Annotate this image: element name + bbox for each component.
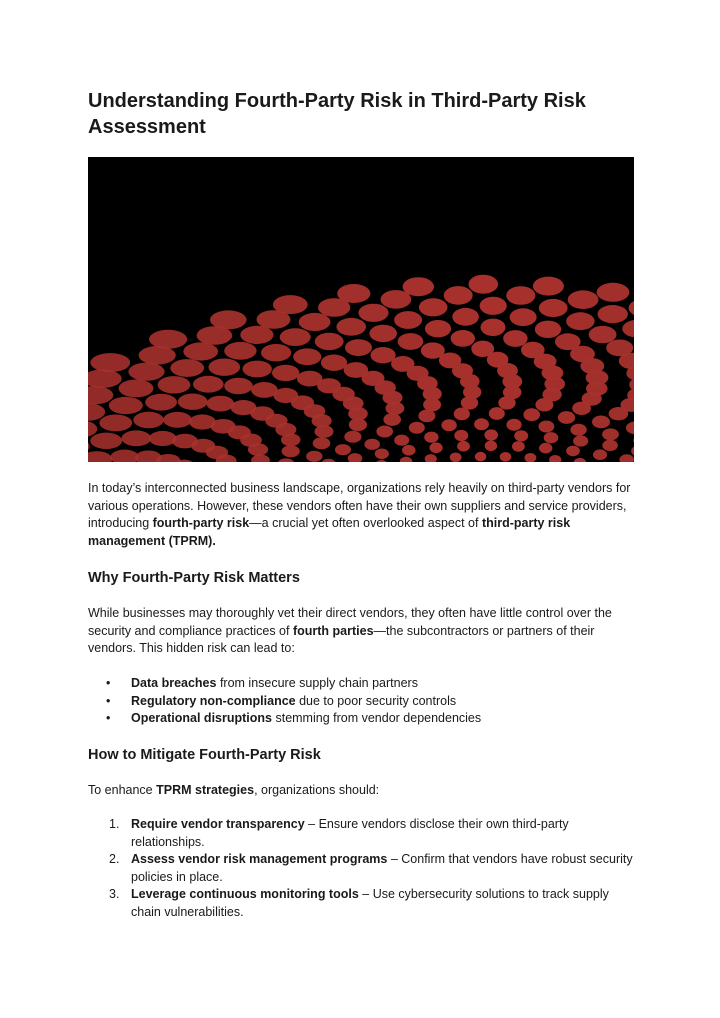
dot-shape bbox=[158, 376, 191, 393]
dot-shape bbox=[321, 355, 347, 371]
dot-shape bbox=[403, 277, 434, 296]
dot-shape bbox=[193, 376, 224, 393]
dot-shape bbox=[119, 380, 154, 398]
dot-shape bbox=[421, 342, 445, 358]
dot-shape bbox=[209, 359, 241, 376]
dot-shape bbox=[261, 344, 291, 361]
dot-shape bbox=[299, 313, 331, 331]
dot-shape bbox=[457, 441, 470, 452]
dot-shape bbox=[293, 348, 321, 365]
mitigate-text-1: To enhance bbox=[88, 783, 157, 797]
dot-shape bbox=[110, 450, 138, 463]
bullet-text: from insecure supply chain partners bbox=[216, 676, 418, 690]
step-bold: Require vendor transparency bbox=[131, 817, 305, 831]
list-item bbox=[88, 816, 636, 851]
list-item bbox=[88, 693, 636, 711]
dot-shape bbox=[500, 452, 512, 462]
dot-shape bbox=[282, 445, 300, 457]
dot-shape bbox=[88, 438, 90, 455]
dot-shape bbox=[570, 424, 586, 436]
mitigate-text-2: , organizations should: bbox=[254, 783, 380, 797]
why-bold-fourth-parties: fourth parties bbox=[292, 623, 374, 638]
dot-shape bbox=[133, 412, 164, 428]
step-bold: Leverage continuous monitoring tools bbox=[131, 887, 359, 901]
dot-shape bbox=[88, 369, 122, 388]
why-text-2: —the subcontractors or partners of their vendors. This hidden risk can lead to: bbox=[88, 623, 595, 655]
bullet-text: stemming from vendor dependencies bbox=[272, 711, 482, 725]
dot-shape bbox=[558, 411, 575, 424]
dot-shape bbox=[555, 333, 581, 350]
dot-shape bbox=[419, 298, 448, 316]
dot-shape bbox=[394, 435, 409, 446]
dot-shape bbox=[278, 458, 295, 462]
dot-shape bbox=[506, 419, 521, 431]
dot-shape bbox=[425, 320, 451, 337]
dot-shape bbox=[348, 453, 363, 462]
dot-shape bbox=[240, 326, 273, 344]
dot-shape bbox=[489, 407, 505, 420]
dot-shape bbox=[539, 421, 555, 433]
dot-shape bbox=[566, 446, 580, 457]
dot-shape bbox=[452, 308, 479, 326]
intro-paragraph bbox=[88, 480, 636, 550]
dot-shape bbox=[170, 359, 204, 377]
dot-shape bbox=[523, 408, 540, 421]
dot-shape bbox=[375, 449, 389, 460]
dot-shape bbox=[90, 433, 122, 449]
dot-shape bbox=[306, 451, 322, 462]
dot-shape bbox=[597, 283, 630, 302]
dot-shape bbox=[88, 451, 112, 462]
dot-shape bbox=[503, 330, 527, 347]
page-title: Understanding Fourth-Party Risk in Third-Party Risk Assessment bbox=[88, 90, 586, 138]
list-item bbox=[88, 886, 636, 921]
dot-shape bbox=[549, 455, 561, 462]
dot-shape bbox=[566, 312, 594, 330]
dot-shape bbox=[593, 449, 607, 460]
dot-shape bbox=[183, 342, 218, 360]
bullet-bold: Data breaches bbox=[131, 676, 217, 690]
bullet-text: due to poor security controls bbox=[295, 693, 457, 708]
dot-shape bbox=[145, 394, 177, 411]
dot-shape bbox=[231, 400, 257, 415]
dot-shape bbox=[90, 353, 130, 372]
mitigate-bold-tprm-strategies: TPRM strategies bbox=[156, 783, 255, 797]
step-text: – Use cybersecurity solutions to track supply chain vulnerabilities. bbox=[131, 887, 609, 919]
dot-shape bbox=[469, 275, 499, 294]
dot-shape bbox=[573, 435, 588, 446]
risk-bullet-list bbox=[88, 675, 636, 728]
dot-shape bbox=[589, 326, 617, 343]
dot-shape bbox=[626, 422, 634, 435]
dot-shape bbox=[533, 277, 564, 296]
dot-shape bbox=[454, 430, 468, 441]
dot-shape bbox=[364, 439, 380, 450]
step-number: 1. bbox=[109, 817, 120, 831]
dot-shape bbox=[450, 453, 462, 463]
list-item bbox=[88, 851, 636, 886]
hero-image bbox=[88, 157, 634, 462]
dot-shape bbox=[606, 340, 633, 357]
dot-shape bbox=[539, 443, 552, 454]
dot-shape bbox=[163, 412, 192, 428]
dot-shape bbox=[525, 453, 537, 462]
intro-text-1: In today’s interconnected business landscape, organizations rely heavily on third-party vendors for various operations. However, these vendors often have their own suppliers and service providers, introducing bbox=[88, 481, 631, 530]
dot-shape bbox=[481, 319, 506, 336]
dot-shape bbox=[514, 430, 528, 441]
dot-shape bbox=[633, 435, 634, 447]
dot-shape bbox=[128, 363, 164, 381]
dot-shape bbox=[313, 437, 331, 449]
dot-shape bbox=[243, 361, 272, 378]
intro-bold-fourth-party-risk: fourth-party risk bbox=[152, 516, 250, 530]
dot-shape bbox=[273, 295, 308, 314]
dot-shape bbox=[602, 428, 619, 440]
step-bold: Assess vendor risk management programs bbox=[131, 852, 388, 866]
dot-shape bbox=[149, 330, 187, 349]
list-item bbox=[88, 675, 636, 693]
dot-shape bbox=[592, 416, 610, 429]
step-number: 2. bbox=[109, 852, 120, 866]
step-number: 3. bbox=[109, 887, 120, 901]
dot-shape bbox=[344, 362, 369, 378]
dot-shape bbox=[424, 432, 438, 443]
dot-shape bbox=[629, 299, 635, 318]
dot-shape bbox=[251, 382, 278, 398]
dot-shape bbox=[474, 418, 489, 430]
dot-shape bbox=[506, 286, 535, 305]
step-text: – Ensure vendors disclose their own third-party relationships. bbox=[131, 817, 569, 849]
dot-shape bbox=[539, 299, 568, 317]
dot-shape bbox=[544, 432, 559, 443]
dot-shape bbox=[224, 342, 256, 360]
dot-shape bbox=[574, 458, 587, 462]
dot-shape bbox=[484, 429, 498, 440]
dot-shape bbox=[409, 422, 425, 434]
dot-shape bbox=[207, 396, 235, 412]
mitigate-paragraph bbox=[88, 782, 636, 800]
dot-shape bbox=[444, 286, 473, 305]
dot-shape bbox=[135, 451, 162, 463]
dot-shape bbox=[337, 284, 370, 303]
dot-shape bbox=[321, 459, 336, 462]
dot-shape bbox=[149, 431, 177, 446]
dot-shape bbox=[602, 440, 618, 451]
dot-shape bbox=[297, 371, 323, 387]
dot-shape bbox=[510, 308, 537, 326]
dot-shape bbox=[122, 430, 152, 446]
dot-shape bbox=[425, 454, 437, 462]
list-item bbox=[88, 710, 636, 728]
dot-shape bbox=[418, 410, 435, 423]
dot-shape bbox=[480, 297, 507, 315]
dot-shape bbox=[376, 426, 393, 438]
dot-shape bbox=[471, 341, 494, 357]
intro-text-2: —a crucial yet often overlooked aspect of bbox=[249, 516, 482, 530]
dot-shape bbox=[224, 378, 253, 394]
dot-shape bbox=[315, 333, 344, 350]
dot-shape bbox=[402, 445, 416, 456]
dot-shape bbox=[535, 321, 561, 338]
dot-shape bbox=[272, 365, 299, 381]
section-heading-why: Why Fourth-Party Risk Matters bbox=[88, 570, 300, 586]
dot-shape bbox=[375, 460, 388, 462]
dot-shape bbox=[619, 454, 634, 462]
dot-shape bbox=[189, 414, 216, 429]
dot-shape bbox=[631, 445, 634, 456]
bullet-bold: Operational disruptions bbox=[131, 711, 272, 725]
dot-shape bbox=[172, 434, 198, 449]
dot-shape bbox=[344, 431, 361, 443]
dot-shape bbox=[109, 397, 143, 414]
dot-shape bbox=[451, 330, 475, 347]
dot-shape bbox=[99, 415, 132, 432]
dot-shape bbox=[358, 304, 388, 322]
dot-shape bbox=[485, 441, 497, 452]
dot-shape bbox=[475, 452, 486, 462]
bullet-bold: Regulatory non-compliance bbox=[131, 693, 296, 708]
dot-shape bbox=[512, 441, 525, 452]
dot-shape bbox=[139, 346, 176, 365]
section-heading-mitigate: How to Mitigate Fourth-Party Risk bbox=[88, 747, 321, 763]
dot-sphere-graphic bbox=[88, 157, 634, 462]
dot-shape bbox=[400, 457, 412, 462]
dot-shape bbox=[598, 305, 628, 323]
dot-shape bbox=[336, 318, 366, 336]
dot-shape bbox=[394, 311, 422, 329]
dot-shape bbox=[345, 339, 372, 356]
dot-shape bbox=[335, 444, 351, 455]
intro-bold-tprm: third-party risk management (TPRM). bbox=[88, 516, 571, 548]
dot-shape bbox=[88, 386, 113, 404]
dot-shape bbox=[371, 347, 396, 363]
dot-shape bbox=[568, 290, 599, 309]
dot-shape bbox=[430, 442, 443, 453]
dot-shape bbox=[398, 333, 424, 350]
dot-shape bbox=[454, 408, 470, 421]
step-text: – Confirm that vendors have robust security policies in place. bbox=[131, 852, 633, 884]
mitigation-steps-list bbox=[88, 816, 636, 921]
dot-shape bbox=[280, 328, 311, 346]
dot-shape bbox=[210, 310, 247, 329]
why-text-1: While businesses may thoroughly vet their direct vendors, they often have little control over the security and compliance practices of bbox=[88, 606, 612, 638]
dot-shape bbox=[369, 325, 397, 342]
dot-shape bbox=[383, 413, 401, 426]
dot-shape bbox=[521, 342, 545, 358]
dot-shape bbox=[178, 394, 208, 410]
why-paragraph bbox=[88, 605, 636, 658]
dot-shape bbox=[622, 320, 634, 338]
dot-shape bbox=[441, 419, 456, 431]
